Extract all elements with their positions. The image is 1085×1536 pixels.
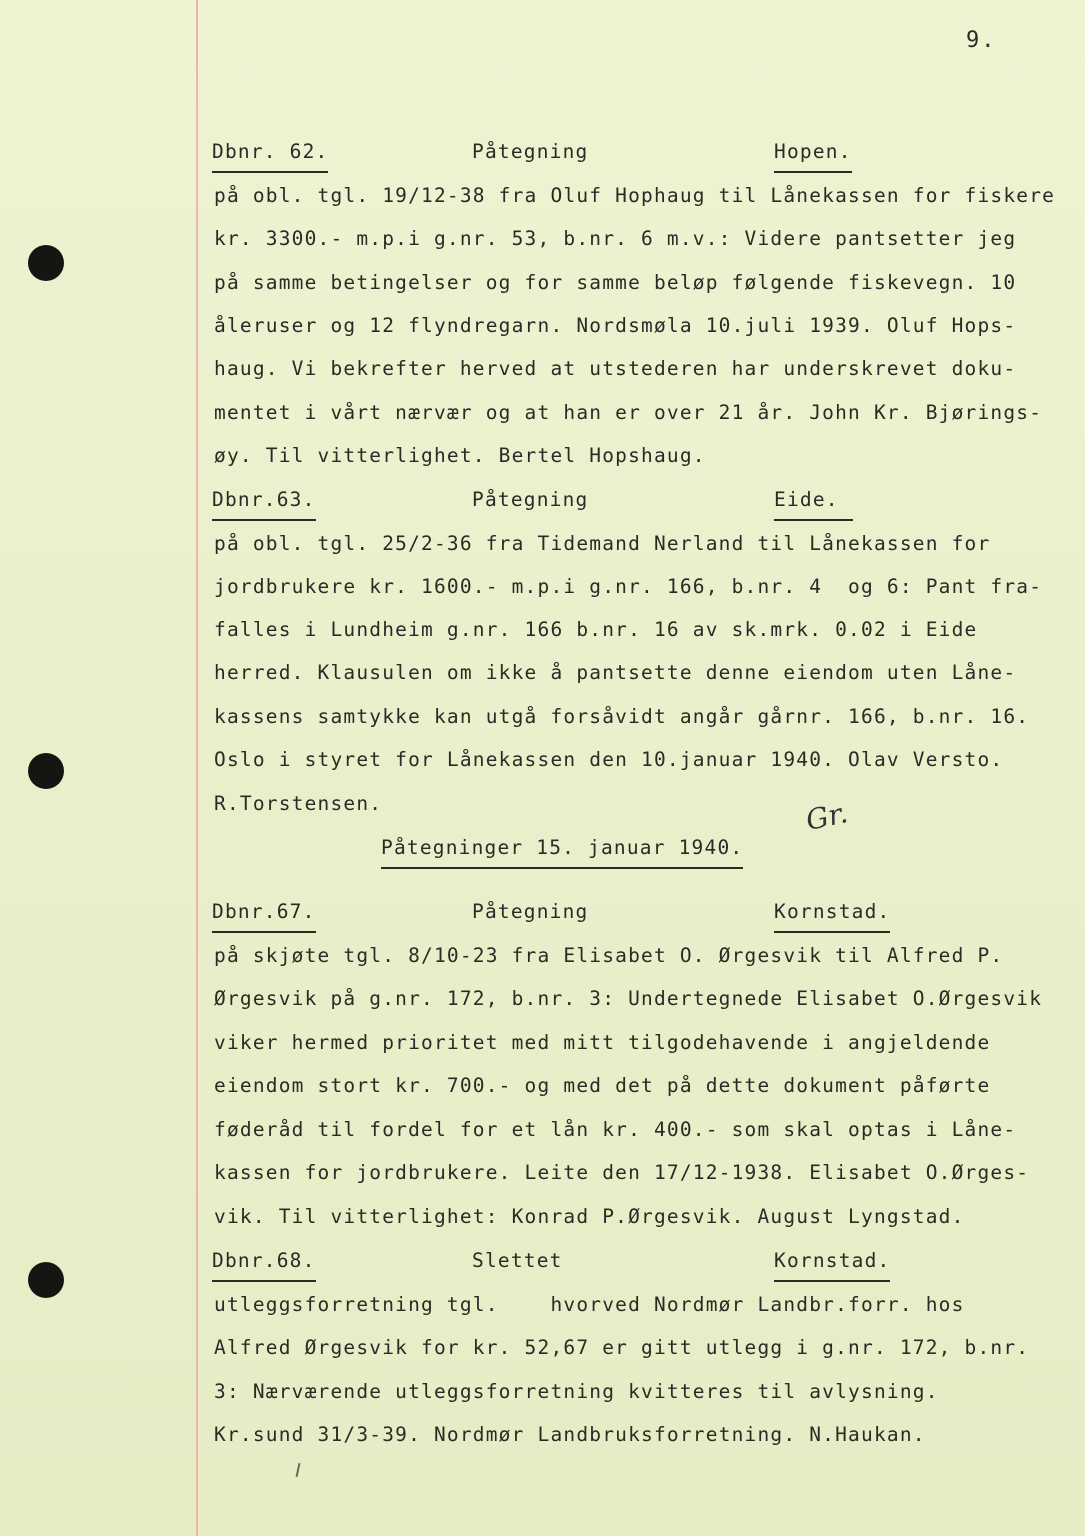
entry-text-line: jordbrukere kr. 1600.- m.p.i g.nr. 166, b.nr. 4 og 6: Pant fra- [214, 575, 1043, 598]
entry-text-line: R.Torstensen. [214, 792, 383, 815]
entry-type: Slettet [472, 1249, 563, 1272]
entry-text-line: 3: Nærværende utleggsforretning kvitteres til avlysning. [214, 1380, 939, 1403]
punch-hole-icon [28, 1262, 64, 1298]
entry-type: Påtegning [472, 488, 589, 511]
entry-text-line: eiendom stort kr. 700.- og med det på dette dokument påførte [214, 1074, 991, 1097]
entry-text-line: Kr.sund 31/3-39. Nordmør Landbruksforretning. N.Haukan. [214, 1423, 926, 1446]
entry-dbnr: Dbnr.67. [212, 900, 316, 933]
entry-text-line: kassen for jordbrukere. Leite den 17/12-1938. Elisabet O.Ørges- [214, 1161, 1030, 1184]
entry-text-line: øy. Til vitterlighet. Bertel Hopshaug. [214, 444, 706, 467]
entry-text-line: kr. 3300.- m.p.i g.nr. 53, b.nr. 6 m.v.: Videre pantsetter jeg [214, 227, 1017, 250]
entry-text-line: haug. Vi bekrefter herved at utstederen har underskrevet doku- [214, 357, 1017, 380]
entry-text-line: på obl. tgl. 19/12-38 fra Oluf Hophaug til Lånekassen for fiskere [214, 184, 1056, 207]
entry-text-line: Ørgesvik på g.nr. 172, b.nr. 3: Undertegnede Elisabet O.Ørgesvik [214, 987, 1043, 1010]
section-title: Påtegninger 15. januar 1940. [381, 836, 743, 869]
pen-mark [296, 1463, 301, 1477]
entry-text-line: utleggsforretning tgl. hvorved Nordmør Landbr.forr. hos [214, 1293, 965, 1316]
entry-text-line: Alfred Ørgesvik for kr. 52,67 er gitt utlegg i g.nr. 172, b.nr. [214, 1336, 1030, 1359]
handwritten-initials: Gr. [803, 796, 851, 837]
entry-text-line: herred. Klausulen om ikke å pantsette denne eiendom uten Låne- [214, 661, 1017, 684]
entry-text-line: på obl. tgl. 25/2-36 fra Tidemand Nerland til Lånekassen for [214, 532, 991, 555]
entry-place: Hopen. [774, 140, 852, 173]
entry-text-line: mentet i vårt nærvær og at han er over 21 år. John Kr. Bjørings- [214, 401, 1043, 424]
punch-hole-icon [28, 245, 64, 281]
entry-text-line: falles i Lundheim g.nr. 166 b.nr. 16 av sk.mrk. 0.02 i Eide [214, 618, 978, 641]
entry-type: Påtegning [472, 900, 589, 923]
entry-text-line: viker hermed prioritet med mitt tilgodehavende i angjeldende [214, 1031, 991, 1054]
page-number: 9. [966, 28, 997, 53]
entry-place: Kornstad. [774, 900, 890, 933]
margin-rule [196, 0, 198, 1536]
entry-place: Kornstad. [774, 1249, 890, 1282]
entry-text-line: vik. Til vitterlighet: Konrad P.Ørgesvik. August Lyngstad. [214, 1205, 965, 1228]
entry-place: Eide. [774, 488, 853, 521]
entry-text-line: på skjøte tgl. 8/10-23 fra Elisabet O. Ørgesvik til Alfred P. [214, 944, 1004, 967]
entry-text-line: åleruser og 12 flyndregarn. Nordsmøla 10.juli 1939. Oluf Hops- [214, 314, 1017, 337]
entry-text-line: kassens samtykke kan utgå forsåvidt angår gårnr. 166, b.nr. 16. [214, 705, 1030, 728]
entry-type: Påtegning [472, 140, 589, 163]
entry-dbnr: Dbnr.63. [212, 488, 316, 521]
entry-text-line: på samme betingelser og for samme beløp følgende fiskevegn. 10 [214, 271, 1017, 294]
entry-text-line: Oslo i styret for Lånekassen den 10.januar 1940. Olav Versto. [214, 748, 1004, 771]
entry-dbnr: Dbnr.68. [212, 1249, 316, 1282]
entry-dbnr: Dbnr. 62. [212, 140, 328, 173]
entry-text-line: føderåd til fordel for et lån kr. 400.- som skal optas i Låne- [214, 1118, 1017, 1141]
punch-hole-icon [28, 753, 64, 789]
